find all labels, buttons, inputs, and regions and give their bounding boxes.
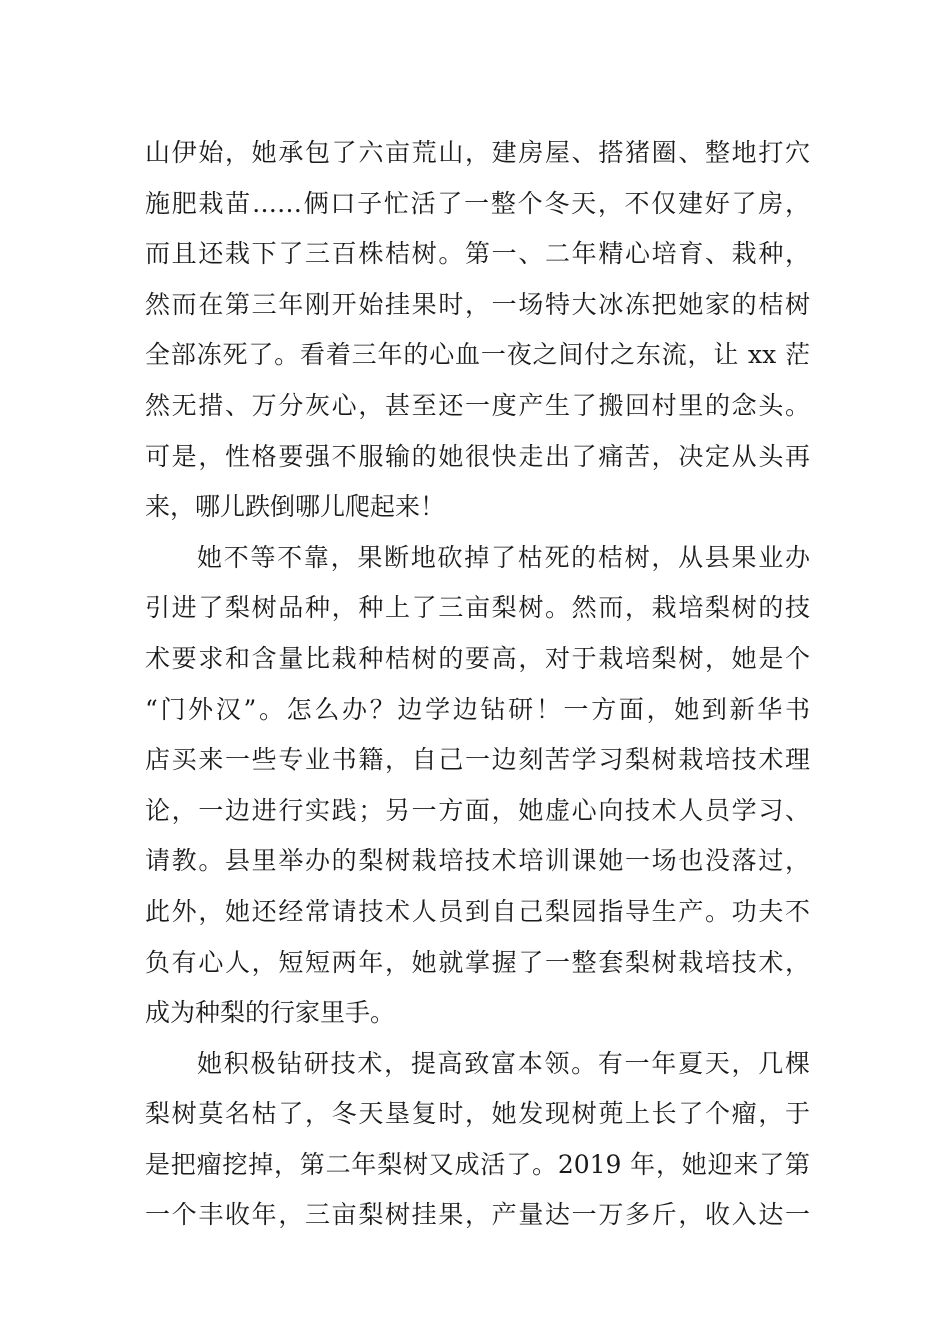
text-line: 此外，她还经常请技术人员到自己梨园指导生产。功夫不 (145, 896, 810, 926)
text-line: 全部冻死了。看着三年的心血一夜之间付之东流，让 xx 茫 (145, 340, 810, 370)
text-line: 然而在第三年刚开始挂果时，一场特大冰冻把她家的桔树 (145, 289, 810, 319)
text-line: 是把瘤挖掉，第二年梨树又成活了。2019 年，她迎来了第 (145, 1149, 810, 1179)
text-line: 山伊始，她承包了六亩荒山，建房屋、搭猪圈、整地打穴 (145, 138, 810, 167)
paragraph (145, 1039, 810, 1241)
text-line: 负有心人，短短两年，她就掌握了一整套梨树栽培技术， (145, 947, 810, 977)
text-line: 施肥栽苗……俩口子忙活了一整个冬天，不仅建好了房， (145, 188, 810, 218)
document-body (145, 128, 810, 1241)
text-line: 论，一边进行实践；另一方面，她虚心向技术人员学习、 (145, 795, 810, 825)
text-line: 可是，性格要强不服输的她很快走出了痛苦，决定从头再 (145, 441, 810, 471)
text-line: “门外汉”。怎么办？边学边钻研！一方面，她到新华书 (145, 694, 810, 724)
text-line: 而且还栽下了三百株桔树。第一、二年精心培育、栽种， (145, 239, 810, 269)
text-line: 引进了梨树品种，种上了三亩梨树。然而，栽培梨树的技 (145, 593, 810, 623)
text-line: 然无措、万分灰心，甚至还一度产生了搬回村里的念头。 (145, 390, 810, 420)
text-line: 来，哪儿跌倒哪儿爬起来！ (145, 492, 446, 522)
text-line: 请教。县里举办的梨树栽培技术培训课她一场也没落过， (145, 846, 810, 876)
text-line: 一个丰收年，三亩梨树挂果，产量达一万多斤，收入达一 (145, 1200, 810, 1230)
paragraph (145, 533, 810, 1039)
text-line: 店买来一些专业书籍，自己一边刻苦学习梨树栽培技术理 (145, 745, 810, 775)
text-line: 她不等不靠，果断地砍掉了枯死的桔树，从县果业办 (197, 542, 810, 572)
text-line: 术要求和含量比栽种桔树的要高，对于栽培梨树，她是个 (145, 643, 810, 673)
text-line: 她积极钻研技术，提高致富本领。有一年夏天，几棵 (197, 1048, 810, 1078)
text-line: 梨树莫名枯了，冬天垦复时，她发现树蔸上长了个瘤，于 (145, 1099, 810, 1129)
text-line: 成为种梨的行家里手。 (145, 998, 396, 1028)
paragraph (145, 128, 810, 533)
